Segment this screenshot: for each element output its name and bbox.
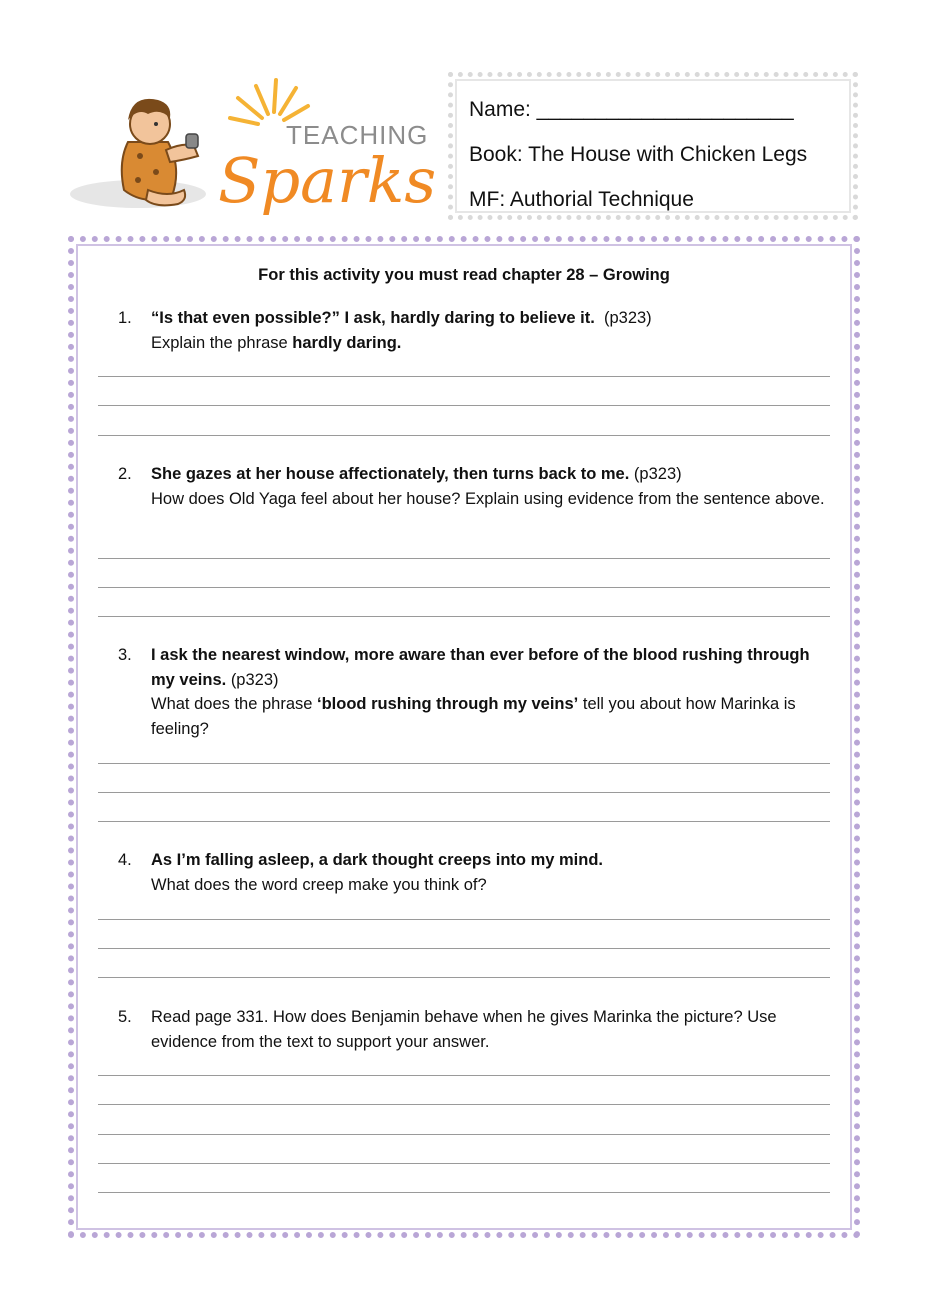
- answer-line[interactable]: [98, 948, 830, 949]
- question-prompt: How does Old Yaga feel about her house? Explain using evidence from the sentence above.: [151, 489, 825, 508]
- question-4: [118, 848, 834, 897]
- question-prompt: What does the phrase: [151, 695, 318, 713]
- question-quote: I ask the nearest window, more aware than ever before of the blood rushing through my veins.: [151, 646, 810, 689]
- question-prompt: Read page 331. How does Benjamin behave when he gives Marinka the picture? Use evidence from the text to support your answer.: [151, 1008, 777, 1051]
- question-prompt: What does the word creep make you think of?: [151, 875, 487, 894]
- answer-line[interactable]: [98, 977, 830, 978]
- question-number: 4.: [118, 851, 132, 869]
- activity-instruction: For this activity you must read chapter 28 – Growing: [258, 266, 670, 284]
- answer-line[interactable]: [98, 616, 830, 617]
- book-title: Book: The House with Chicken Legs: [469, 143, 808, 166]
- logo-sparks-text: Sparks: [218, 144, 437, 217]
- question-prompt-bold: ‘blood rushing through my veins’: [317, 695, 579, 713]
- answer-line[interactable]: [98, 376, 830, 377]
- page-reference: (p323): [603, 309, 652, 327]
- answer-line[interactable]: [98, 1192, 830, 1193]
- answer-line[interactable]: [98, 919, 830, 920]
- header-info-box: [448, 72, 858, 220]
- question-quote: “Is that even possible?” I ask, hardly daring to believe it.: [151, 309, 595, 327]
- teaching-sparks-logo: [68, 72, 438, 222]
- question-prompt: Explain the phrase: [151, 333, 293, 352]
- question-number: 1.: [118, 309, 132, 327]
- answer-line[interactable]: [98, 558, 830, 559]
- answer-line[interactable]: [98, 1163, 830, 1164]
- question-quote: As I’m falling asleep, a dark thought creeps into my mind.: [151, 851, 604, 869]
- question-quote: She gazes at her house affectionately, then turns back to me.: [151, 465, 630, 483]
- answer-line[interactable]: [98, 1104, 830, 1105]
- name-field[interactable]: Name: ______________________: [469, 98, 794, 121]
- worksheet-box: [68, 236, 860, 1238]
- question-1: [118, 306, 834, 355]
- question-prompt-end: tell you about how Marinka is feeling?: [151, 695, 796, 738]
- answer-line[interactable]: [98, 792, 830, 793]
- page-reference: (p323): [230, 670, 279, 689]
- question-3: [118, 643, 834, 741]
- answer-line[interactable]: [98, 435, 830, 436]
- answer-line[interactable]: [98, 587, 830, 588]
- question-number: 5.: [118, 1008, 132, 1026]
- question-number: 2.: [118, 465, 132, 483]
- answer-line[interactable]: [98, 1075, 830, 1076]
- mf-label: MF: Authorial Technique: [469, 188, 694, 211]
- page-reference: (p323): [633, 465, 682, 483]
- logo-graphic: [68, 72, 438, 222]
- answer-line[interactable]: [98, 405, 830, 406]
- logo-teaching-text: TEACHING: [286, 120, 429, 150]
- answer-line[interactable]: [98, 763, 830, 764]
- question-number: 3.: [118, 646, 132, 664]
- answer-line[interactable]: [98, 1134, 830, 1135]
- question-5: [118, 1005, 834, 1054]
- question-prompt-bold: hardly daring.: [292, 333, 402, 352]
- answer-line[interactable]: [98, 821, 830, 822]
- question-2: [118, 462, 834, 511]
